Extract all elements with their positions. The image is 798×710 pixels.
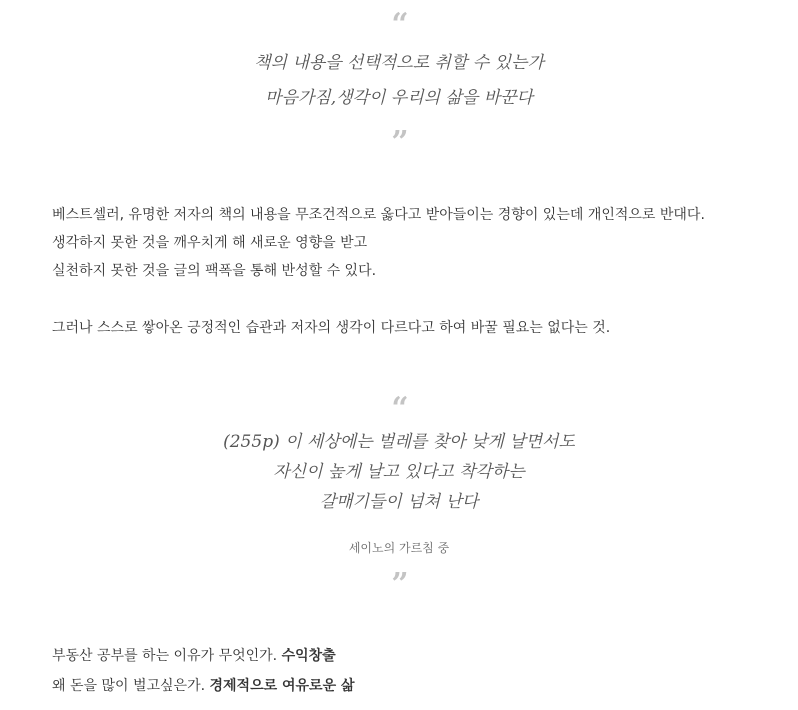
body2-line-2-text: 왜 돈을 많이 벌고싶은가. [52, 678, 210, 694]
quote1-line-1: 책의 내용을 선택적으로 취할 수 있는가 [254, 53, 544, 73]
body1-closing: 그러나 스스로 쌓아온 긍정적인 습관과 저자의 생각이 다르다고 하여 바꿀 필요는 없다는 것. [52, 320, 611, 336]
quote2-line-3: 갈매기들이 넘쳐 난다 [319, 492, 479, 512]
body2-line-1-text: 부동산 공부를 하는 이유가 무엇인가. [52, 648, 282, 664]
open-quote-icon: “ [391, 7, 407, 42]
quote1-line-2: 마음가짐,생각이 우리의 삶을 바꾼다 [265, 88, 533, 108]
close-quote-icon: ” [391, 125, 407, 160]
quote2-line-1: (255p) 이 세상에는 벌레를 찾아 낮게 날면서도 [223, 432, 575, 452]
body2-line-1-emphasis: 수익창출 [281, 648, 336, 664]
quote2-line-2: 자신이 높게 날고 있다고 착각하는 [273, 462, 525, 482]
body1-line-2: 생각하지 못한 것을 깨우치게 해 새로운 영향을 받고 [52, 235, 368, 251]
body2-line-1 [52, 646, 782, 666]
body1-line-3: 실천하지 못한 것을 글의 팩폭을 통해 반성할 수 있다. [52, 263, 377, 279]
open-quote-icon: “ [391, 391, 407, 426]
quote2-source: 세이노의 가르침 중 [348, 541, 450, 555]
body2-line-2 [52, 676, 782, 696]
body2-line-2-emphasis: 경제적으로 여유로운 삶 [209, 678, 355, 694]
close-quote-icon: ” [391, 567, 407, 602]
body1-line-1: 베스트셀러, 유명한 저자의 책의 내용을 무조건적으로 옳다고 받아들이는 경향이 있는데 개인적으로 반대다. [52, 207, 705, 223]
